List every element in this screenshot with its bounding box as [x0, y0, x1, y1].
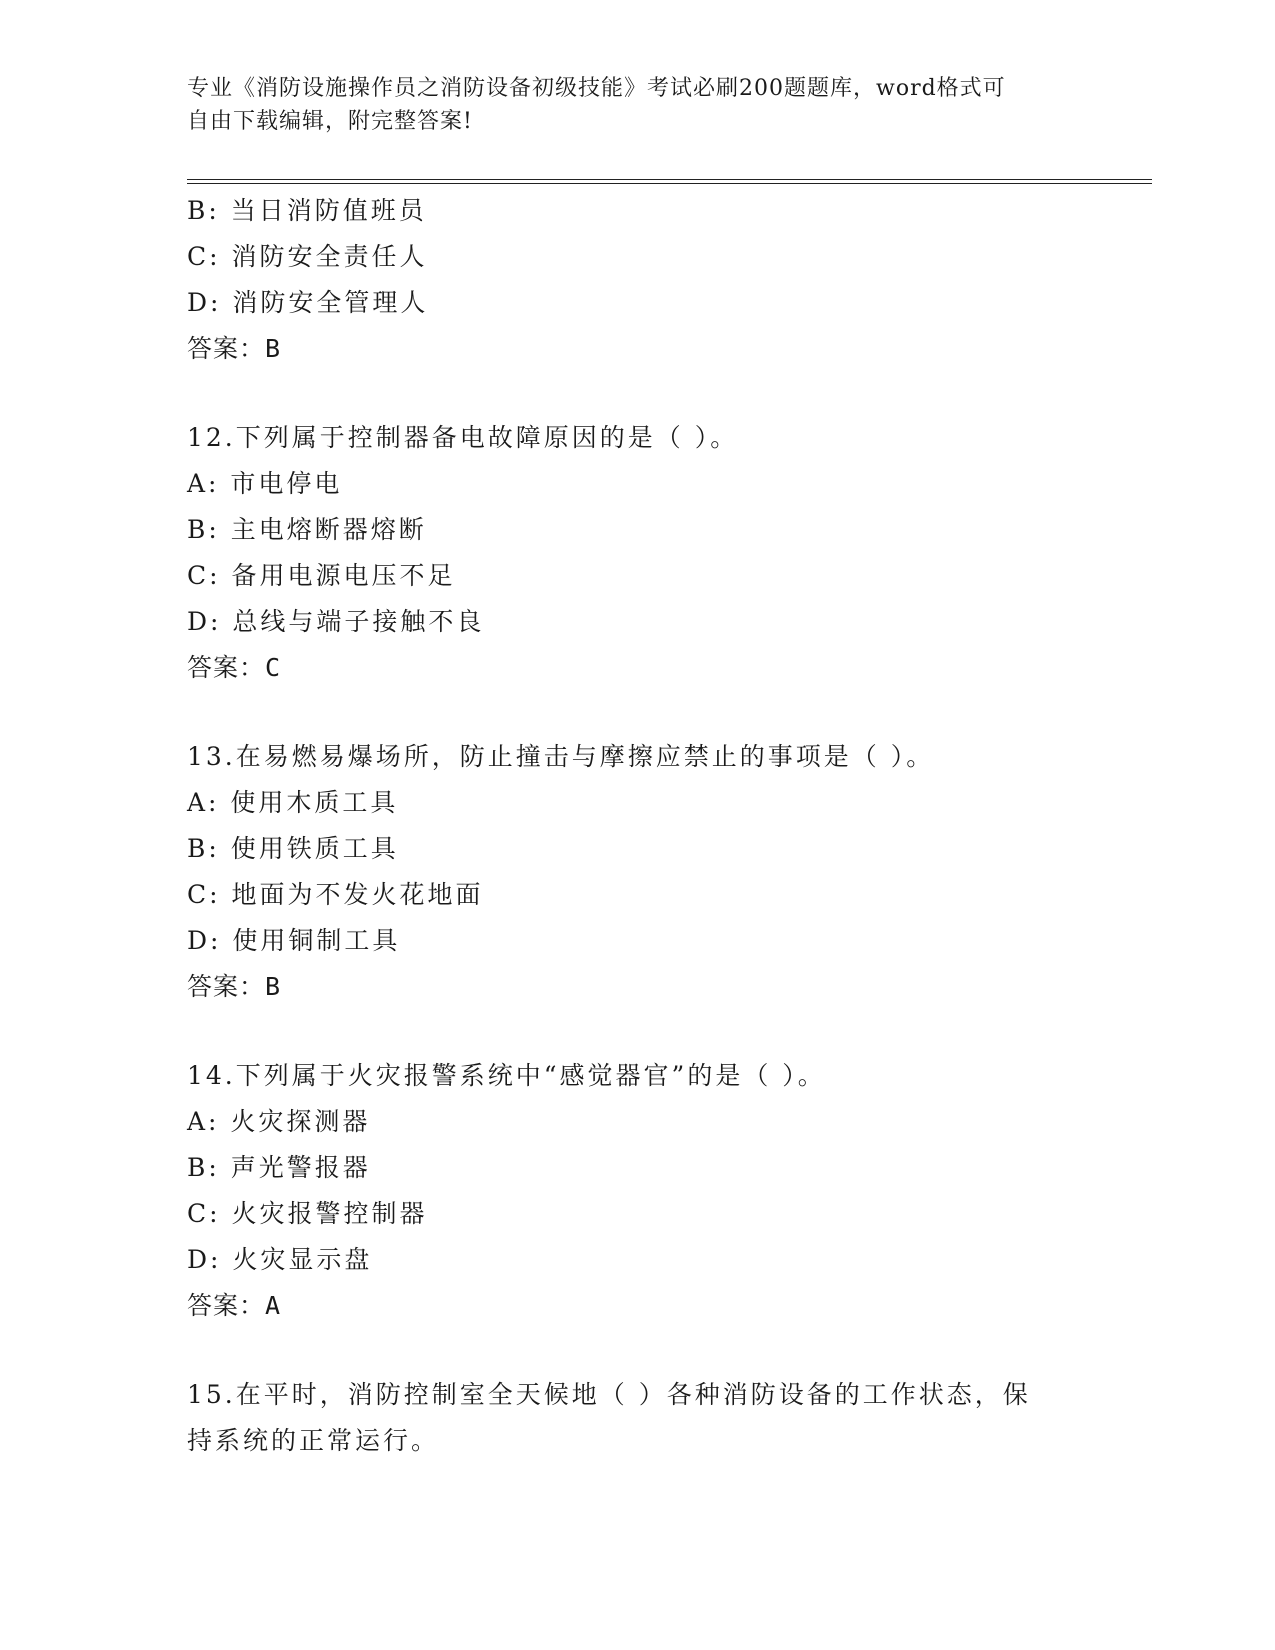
option-c: C: 地面为不发火花地面 [187, 880, 484, 909]
question-12 [187, 415, 1107, 691]
answer-value: A [265, 1291, 282, 1320]
answer-label: 答案： [187, 653, 266, 682]
option-b: B: 声光警报器 [187, 1153, 371, 1182]
option-d: D: 使用铜制工具 [187, 926, 401, 955]
header-line-2: 自由下载编辑，附完整答案! [187, 109, 473, 134]
answer-value: B [265, 972, 282, 1001]
question-13 [187, 734, 1107, 1010]
header-divider [187, 179, 1152, 180]
answer-line [187, 1283, 1107, 1329]
answer-label: 答案： [187, 972, 266, 1001]
option-b: B: 使用铁质工具 [187, 834, 399, 863]
document-header [187, 72, 1087, 138]
answer-value: B [265, 334, 282, 363]
question-stem: 15.在平时，消防控制室全天候地（ ）各种消防设备的工作状态，保持系统的正常运行。 [187, 1380, 1031, 1455]
question-15 [187, 1372, 1107, 1464]
answer-label: 答案： [187, 1291, 266, 1320]
answer-value: C [265, 653, 282, 682]
answer-line [187, 964, 1107, 1010]
option-b: B: 主电熔断器熔断 [187, 515, 427, 544]
option-b: B: 当日消防值班员 [187, 196, 427, 225]
header-line-1: 专业《消防设施操作员之消防设备初级技能》考试必刷200题题库，word格式可 [187, 76, 1006, 101]
option-c: C: 备用电源电压不足 [187, 561, 456, 590]
option-d: D: 总线与端子接触不良 [187, 607, 485, 636]
question-stem: 12.下列属于控制器备电故障原因的是（ ）。 [187, 423, 739, 452]
answer-line [187, 326, 1107, 372]
answer-line [187, 645, 1107, 691]
option-a: A: 市电停电 [187, 469, 343, 498]
option-d: D: 火灾显示盘 [187, 1245, 373, 1274]
question-list [187, 188, 1107, 1464]
question-11-continued [187, 188, 1107, 372]
option-c: C: 消防安全责任人 [187, 242, 428, 271]
question-14 [187, 1053, 1107, 1329]
question-stem: 14.下列属于火灾报警系统中“感觉器官”的是（ ）。 [187, 1061, 826, 1090]
header-divider-secondary [187, 183, 1152, 184]
option-d: D: 消防安全管理人 [187, 288, 429, 317]
question-stem: 13.在易燃易爆场所，防止撞击与摩擦应禁止的事项是（ ）。 [187, 742, 935, 771]
option-a: A: 火灾探测器 [187, 1107, 371, 1136]
option-c: C: 火灾报警控制器 [187, 1199, 428, 1228]
answer-label: 答案： [187, 334, 266, 363]
option-a: A: 使用木质工具 [187, 788, 399, 817]
